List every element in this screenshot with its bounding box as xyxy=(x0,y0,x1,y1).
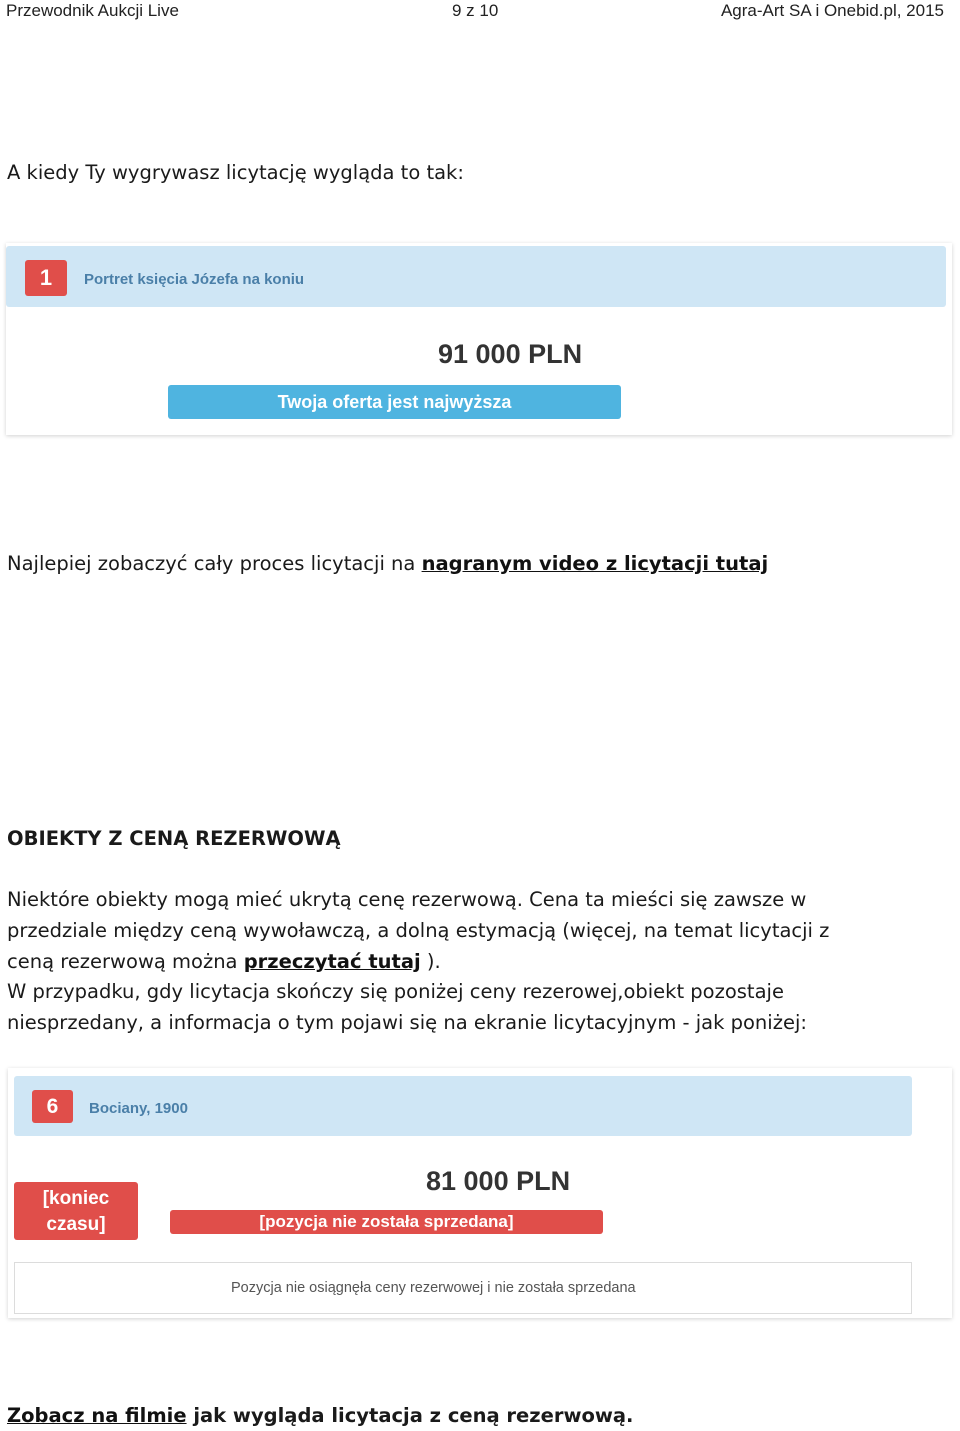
header-copyright: Agra-Art SA i Onebid.pl, 2015 xyxy=(720,1,944,20)
footer-line-text: jak wygląda licytacja z ceną rezerwową. xyxy=(186,1404,634,1427)
para2-line2: niesprzedany, a informacja o tym pojawi się na ekranie licytacyjnym - jak poniżej: xyxy=(7,1011,807,1034)
lot-price: 81 000 PLN xyxy=(426,1166,571,1196)
footer-line xyxy=(7,1400,633,1431)
end-line2: czasu] xyxy=(46,1214,106,1235)
video-line-text: Najlepiej zobaczyć cały proces licytacji na xyxy=(7,552,422,575)
lot-header-bar xyxy=(6,246,946,307)
winning-bid-panel xyxy=(6,243,952,435)
para1-line3-text: ceną rezerwową można xyxy=(7,950,244,973)
lot-title: Bociany, 1900 xyxy=(89,1100,188,1117)
para1-line1: Niektóre obiekty mogą mieć ukrytą cenę rezerwową. Cena ta mieści się zawsze w xyxy=(7,888,807,911)
intro-text: A kiedy Ty wygrywasz licytację wygląda to tak: xyxy=(7,161,464,184)
video-line xyxy=(7,548,768,579)
auction-ended-badge xyxy=(14,1182,138,1240)
lot-number-badge: 1 xyxy=(25,260,67,296)
watch-video-link[interactable]: Zobacz na filmie xyxy=(7,1404,187,1427)
para1-line3-end: ). xyxy=(420,950,441,973)
page-number: 9 z 10 xyxy=(452,1,499,20)
unsold-lot-panel xyxy=(8,1068,952,1318)
lot-header-bar xyxy=(14,1076,912,1136)
highest-bid-status: Twoja oferta jest najwyższa xyxy=(168,385,621,419)
video-link[interactable]: nagranym video z licytacji tutaj xyxy=(421,552,769,575)
read-more-link[interactable]: przeczytać tutaj xyxy=(243,950,421,973)
lot-title: Portret księcia Józefa na koniu xyxy=(84,271,305,288)
para2-line1: W przypadku, gdy licytacja skończy się poniżej ceny rezerowej,obiekt pozostaje xyxy=(7,980,784,1003)
para1-line3 xyxy=(7,946,441,977)
lot-number-badge: 6 xyxy=(32,1090,73,1123)
page-header xyxy=(0,0,960,24)
end-line1: [koniec xyxy=(42,1188,110,1209)
header-title: Przewodnik Aukcji Live xyxy=(6,1,179,20)
section-heading: OBIEKTY Z CENĄ REZERWOWĄ xyxy=(7,827,341,850)
lot-price: 91 000 PLN xyxy=(438,339,583,369)
para1-line2: przedziale między ceną wywoławczą, a dolną estymacją (więcej, na temat licytacji z xyxy=(7,919,830,942)
unsold-status: [pozycja nie została sprzedana] xyxy=(170,1210,603,1234)
reserve-not-met-message: Pozycja nie osiągnęła ceny rezerwowej i nie została sprzedana xyxy=(14,1262,912,1314)
